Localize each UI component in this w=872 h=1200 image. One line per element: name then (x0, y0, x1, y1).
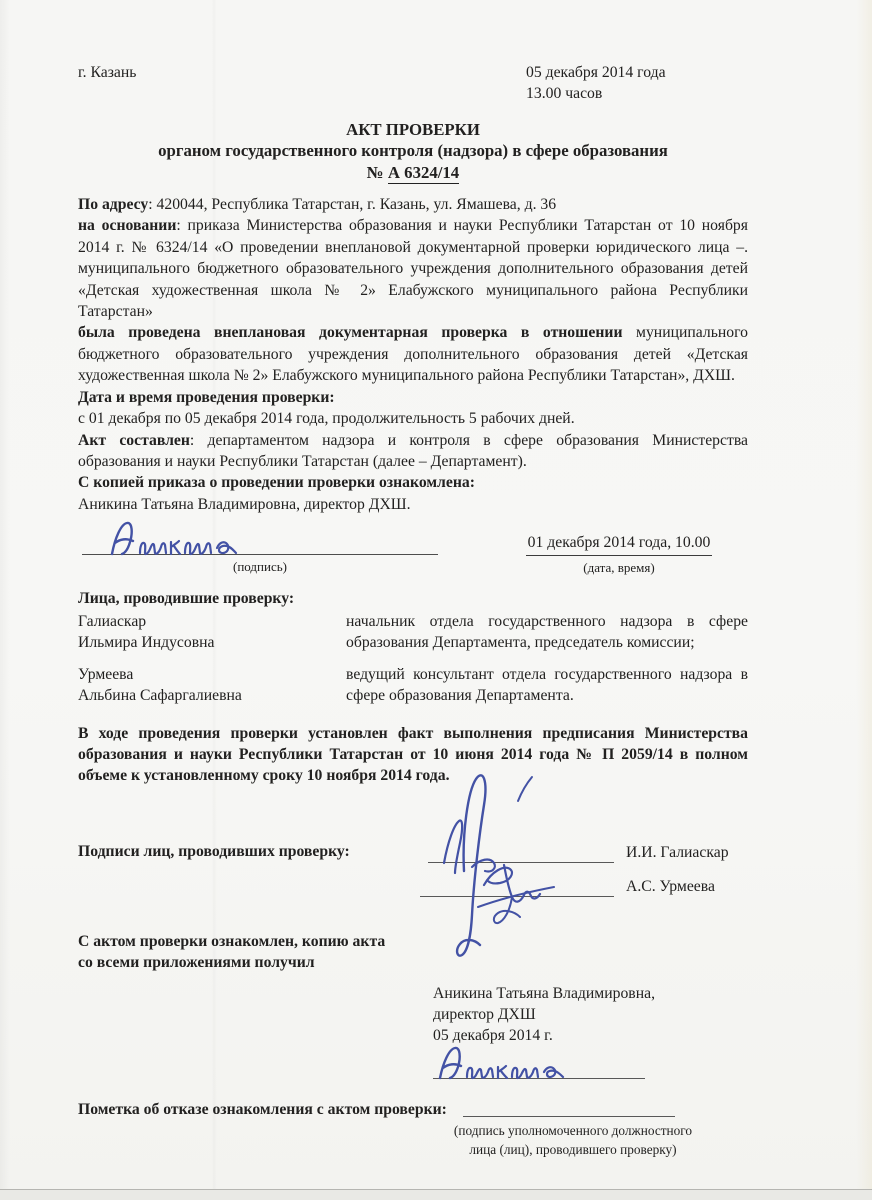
director-signature-line (433, 1047, 645, 1079)
ack-person-name: Аникина Татьяна Владимировна, (433, 984, 655, 1002)
datetime-label: Дата и время проведения проверки: (78, 388, 335, 406)
refusal-caption-line-2: лица (лиц), проводившего проверку) (469, 1141, 677, 1157)
ack-person-title: директор ДХШ (433, 1006, 536, 1023)
paragraph-conducted (78, 322, 748, 386)
inspector-position: начальник отдела государственного надзора в сфере образования Департамента, председатель комиссии; (346, 612, 748, 652)
act-acknowledgement-block (78, 931, 748, 1079)
paper-bottom-edge (0, 1189, 872, 1200)
signature-line (420, 866, 614, 897)
basis-text: : приказа Министерства образования и науки Республики Татарстан от 10 ноября 2014 г. № 6324/14 «О проведении внеплановой документарной проверки юридического лица –. муниципального бюджетного образовательного учреждения дополнительного образования детей «Детская художественная школа № 2» Елабужского муниципального района Республики Татарстан» (78, 217, 748, 321)
inspectors-heading: Лица, проводившие проверку: (78, 589, 295, 607)
act-number-prefix: № (366, 162, 388, 182)
refusal-caption-line-1: (подпись уполномоченного должностного (453, 1123, 693, 1139)
signature-area (82, 523, 438, 575)
anikina-signature (435, 1042, 635, 1084)
ack-person-block (433, 983, 748, 1047)
inspector-given-names: Альбина Сафаргалиевна (78, 687, 242, 705)
refusal-caption (408, 1122, 738, 1159)
paragraph-copy-label (78, 472, 748, 493)
conducted-label: была проведена внеплановая документарная проверка в отношении (78, 324, 623, 342)
refusal-row (78, 1099, 748, 1120)
inspector-surname: Галиаскар (78, 612, 147, 630)
inspector-given-names: Ильмира Индусовна (78, 634, 215, 652)
signatures-heading: Подписи лиц, проводивших проверку: (78, 842, 350, 860)
act-title: АКТ ПРОВЕРКИ (346, 119, 480, 139)
act-composed-text: : департаментом надзора и контроля в сфере образования Министерства образования и науки Республики Татарстан (далее – Департамент). (78, 431, 748, 470)
signature-line (82, 523, 438, 555)
address-label: По адресу (78, 196, 149, 214)
document-header (78, 62, 748, 105)
inspector-surname: Урмеева (78, 665, 134, 683)
ack-line-1: С актом проверки ознакомлен, копию акта (78, 932, 386, 950)
datetime-text: с 01 декабря по 05 декабря 2014 года, продолжительность 5 рабочих дней. (78, 410, 575, 428)
ack-person-date: 05 декабря 2014 г. (433, 1027, 553, 1045)
inspector-name (78, 664, 346, 707)
paragraph-datetime-label (78, 387, 748, 408)
time-line: 13.00 часов (526, 85, 603, 103)
signature-name: А.С. Урмеева (626, 877, 715, 895)
paragraph-copy-person (78, 494, 748, 515)
paragraph-basis (78, 215, 748, 322)
copy-person: Аникина Татьяна Владимировна, директор ДХШ. (78, 495, 411, 513)
act-number-line (78, 162, 748, 183)
act-composed-label: Акт составлен (78, 431, 190, 449)
city-label: г. Казань (78, 64, 137, 81)
signature-row (428, 833, 748, 863)
signature-caption: (подпись) (233, 559, 287, 575)
refusal-label: Пометка об отказе ознакомления с актом проверки: (78, 1100, 447, 1118)
address-text: : 420044, Республика Татарстан, г. Казань, ул. Ямашева, д. 36 (148, 196, 557, 214)
act-subtitle: органом государственного контроля (надзора) в сфере образования (158, 141, 668, 161)
paragraph-act-composed (78, 430, 748, 473)
refusal-note-block (78, 1099, 748, 1159)
inspector-row (78, 664, 748, 707)
date-block (526, 62, 748, 105)
ack-date-caption: (дата, время) (583, 559, 655, 575)
inspector-row (78, 611, 748, 654)
order-acknowledgement-row (78, 523, 748, 575)
signature-name: И.И. Галиаскар (626, 843, 729, 861)
document-title-block (78, 119, 748, 183)
signature-row (420, 867, 748, 897)
ack-date-area (510, 523, 728, 575)
paragraph-datetime-text (78, 408, 748, 429)
refusal-signature-line (463, 1099, 675, 1117)
ack-line-2: со всеми приложениями получил (78, 954, 315, 972)
paragraph-address (78, 194, 748, 215)
signature-line (428, 832, 614, 863)
anikina-signature (106, 516, 316, 560)
document-content (78, 62, 748, 1159)
inspector-position: ведущий консультант отдела государственного надзора в сфере образования Департамента. (346, 665, 748, 705)
act-number: А 6324/14 (387, 162, 460, 182)
basis-label: на основании (78, 217, 177, 235)
copy-label: С копией приказа о проведении проверки ознакомлена: (78, 474, 475, 492)
conclusion-paragraph: В ходе проведения проверки установлен факт выполнения предписания Министерства образования и науки Республики Татарстан от 10 июня 2014 года № П 2059/14 в полном объеме к установленному сроку 10 ноября 2014 года. (78, 724, 748, 785)
inspector-name (78, 611, 346, 654)
date-line: 05 декабря 2014 года (526, 64, 666, 81)
inspectors-signatures-block (78, 833, 748, 907)
document-body (78, 194, 748, 515)
ack-date-value: 01 декабря 2014 года, 10.00 (526, 532, 713, 555)
conducted-text: муниципального бюджетного образовательного учреждения дополнительного образования детей «Детская художественная школа № 2» Елабужского муниципального района Республики Татарстан», ДХШ. (78, 324, 748, 385)
